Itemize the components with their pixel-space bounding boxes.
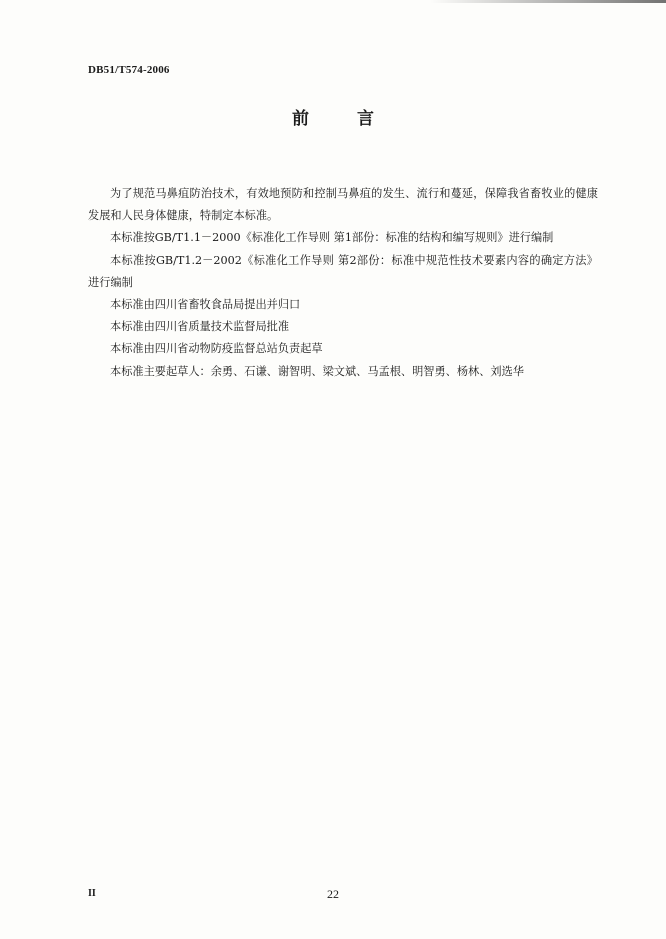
paragraph-proposed-by: 本标准由四川省畜牧食品局提出并归口	[110, 298, 301, 312]
page-title	[0, 104, 666, 129]
title-part-2: 言	[357, 109, 374, 129]
roman-page-marker: II	[88, 888, 96, 899]
paragraph-gb-t1-1: 本标准按GB/T1.1－2000《标准化工作导则 第1部份：标准的结构和编写规则》进行编制	[110, 231, 554, 245]
foreword-body	[88, 183, 598, 383]
scan-edge-artifact	[430, 0, 666, 3]
paragraph-drafters: 本标准主要起草人：余勇、石谦、谢智明、梁文斌、马孟根、明智勇、杨林、刘选华	[110, 364, 524, 378]
paragraph-approved-by: 本标准由四川省质量技术监督局批准	[110, 320, 290, 334]
title-part-1: 前	[292, 109, 309, 129]
paragraph-purpose: 为了规范马鼻疽防治技术，有效地预防和控制马鼻疽的发生、流行和蔓延，保障我省畜牧业的健康发展和人民身体健康，特制定本标准。	[88, 187, 598, 223]
paragraph-gb-t1-2: 本标准按GB/T1.2－2002《标准化工作导则 第2部份：标准中规范性技术要素内容的确定方法》进行编制	[88, 253, 598, 289]
page-number: 22	[327, 887, 339, 901]
document-id: DB51/T574-2006	[88, 64, 170, 76]
paragraph-drafted-by: 本标准由四川省动物防疫监督总站负责起草	[110, 342, 323, 356]
